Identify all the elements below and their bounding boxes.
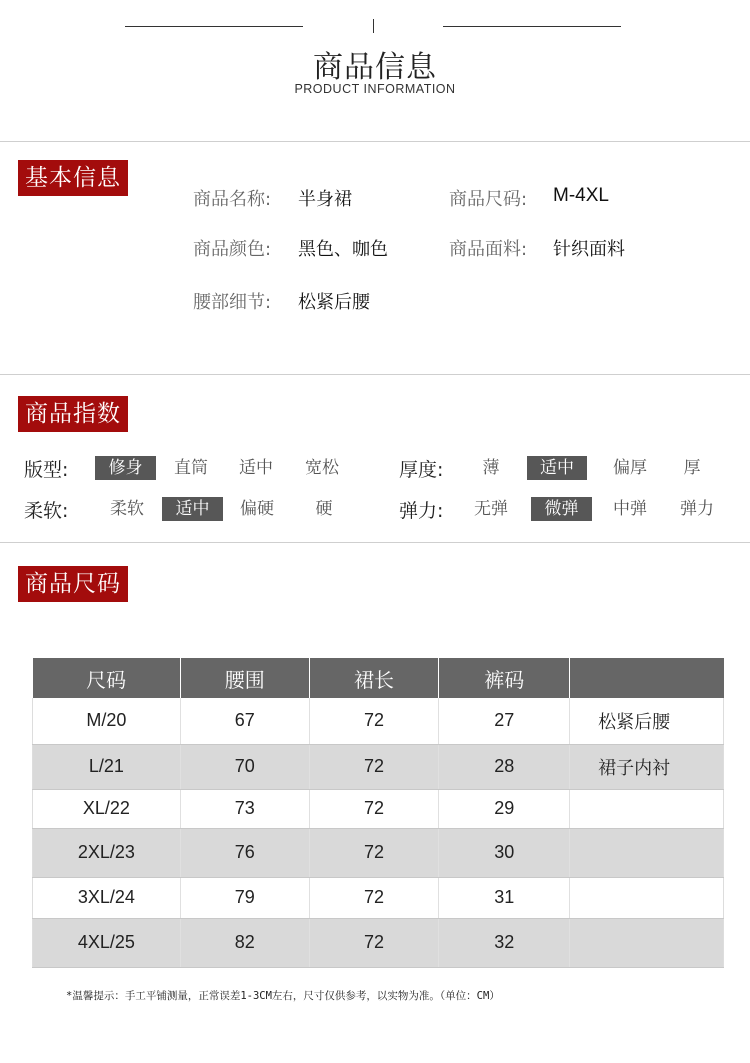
elasticity-option-high: 弹力 xyxy=(680,499,714,519)
elasticity-option-slight: 微弹 xyxy=(531,497,592,521)
page-subtitle: PRODUCT INFORMATION xyxy=(294,82,456,96)
table-row xyxy=(33,698,724,744)
section-separator xyxy=(0,542,750,543)
fit-label: 版型: xyxy=(24,459,69,481)
size-cell: L/21 xyxy=(33,744,181,789)
note-cell xyxy=(570,877,724,918)
fit-option-slim: 修身 xyxy=(95,456,156,480)
note-cell xyxy=(570,918,724,967)
table-row xyxy=(33,744,724,789)
col-header-size: 尺码 xyxy=(33,658,181,698)
pants-size-cell: 29 xyxy=(439,789,570,828)
waist-cell: 67 xyxy=(180,698,309,744)
product-color-label: 商品颜色: xyxy=(193,239,272,260)
pants-size-cell: 28 xyxy=(439,744,570,789)
waist-cell: 82 xyxy=(180,918,309,967)
waist-cell: 70 xyxy=(180,744,309,789)
pants-size-cell: 32 xyxy=(439,918,570,967)
thickness-option-medium: 适中 xyxy=(527,456,587,480)
product-name-label: 商品名称: xyxy=(193,189,272,210)
header-line-right xyxy=(443,26,621,27)
thickness-option-thickish: 偏厚 xyxy=(613,458,647,478)
waist-cell: 73 xyxy=(180,789,309,828)
length-cell: 72 xyxy=(309,698,439,744)
fit-option-straight: 直筒 xyxy=(174,458,208,478)
size-cell: 2XL/23 xyxy=(33,828,181,877)
thickness-option-thin: 薄 xyxy=(482,458,500,478)
col-header-waist: 腰围 xyxy=(180,658,309,698)
waist-cell: 76 xyxy=(180,828,309,877)
page-title: 商品信息 xyxy=(313,50,437,85)
elasticity-option-medium: 中弹 xyxy=(613,499,647,519)
product-fabric-value: 针织面料 xyxy=(553,239,625,260)
waist-detail-label: 腰部细节: xyxy=(193,292,272,313)
softness-option-stiff: 硬 xyxy=(315,499,333,519)
pants-size-cell: 27 xyxy=(439,698,570,744)
softness-label: 柔软: xyxy=(24,500,69,522)
col-header-pants-size: 裤码 xyxy=(439,658,570,698)
thickness-label: 厚度: xyxy=(399,459,444,481)
elasticity-label: 弹力: xyxy=(399,500,444,522)
indices-tag: 商品指数 xyxy=(18,396,128,432)
size-cell: 4XL/25 xyxy=(33,918,181,967)
product-size-label: 商品尺码: xyxy=(449,189,528,210)
product-color-value: 黑色、咖色 xyxy=(298,239,388,260)
size-cell: M/20 xyxy=(33,698,181,744)
thickness-option-thick: 厚 xyxy=(683,458,701,478)
size-table-header xyxy=(33,658,724,698)
length-cell: 72 xyxy=(309,789,439,828)
product-size-value: M-4XL xyxy=(553,185,609,206)
table-row xyxy=(33,828,724,877)
note-cell xyxy=(570,789,724,828)
length-cell: 72 xyxy=(309,828,439,877)
size-chart-tag: 商品尺码 xyxy=(18,566,128,602)
table-row xyxy=(33,918,724,967)
softness-option-medium: 适中 xyxy=(162,497,223,521)
header-divider-tick xyxy=(373,19,374,33)
note-cell: 裙子内衬 xyxy=(570,744,724,789)
fit-option-loose: 宽松 xyxy=(305,458,339,478)
header-line-left xyxy=(125,26,303,27)
elasticity-option-none: 无弹 xyxy=(474,499,508,519)
softness-option-stiffish: 偏硬 xyxy=(240,499,274,519)
waist-cell: 79 xyxy=(180,877,309,918)
softness-option-soft: 柔软 xyxy=(110,499,144,519)
length-cell: 72 xyxy=(309,744,439,789)
table-row xyxy=(33,789,724,828)
length-cell: 72 xyxy=(309,918,439,967)
pants-size-cell: 30 xyxy=(439,828,570,877)
table-row xyxy=(33,877,724,918)
size-cell: 3XL/24 xyxy=(33,877,181,918)
size-table xyxy=(32,658,724,968)
product-fabric-label: 商品面料: xyxy=(449,239,528,260)
fit-option-regular: 适中 xyxy=(239,458,273,478)
col-header-length: 裙长 xyxy=(309,658,439,698)
section-separator xyxy=(0,141,750,142)
note-cell: 松紧后腰 xyxy=(570,698,724,744)
product-name-value: 半身裙 xyxy=(298,189,352,210)
measurement-footnote: *温馨提示：手工平铺测量，正常误差1-3CM左右，尺寸仅供参考，以实物为准。（单位：CM） xyxy=(66,990,500,1002)
basic-info-tag: 基本信息 xyxy=(18,160,128,196)
pants-size-cell: 31 xyxy=(439,877,570,918)
col-header-note xyxy=(570,658,724,698)
length-cell: 72 xyxy=(309,877,439,918)
section-separator xyxy=(0,374,750,375)
size-cell: XL/22 xyxy=(33,789,181,828)
note-cell xyxy=(570,828,724,877)
waist-detail-value: 松紧后腰 xyxy=(298,292,370,313)
